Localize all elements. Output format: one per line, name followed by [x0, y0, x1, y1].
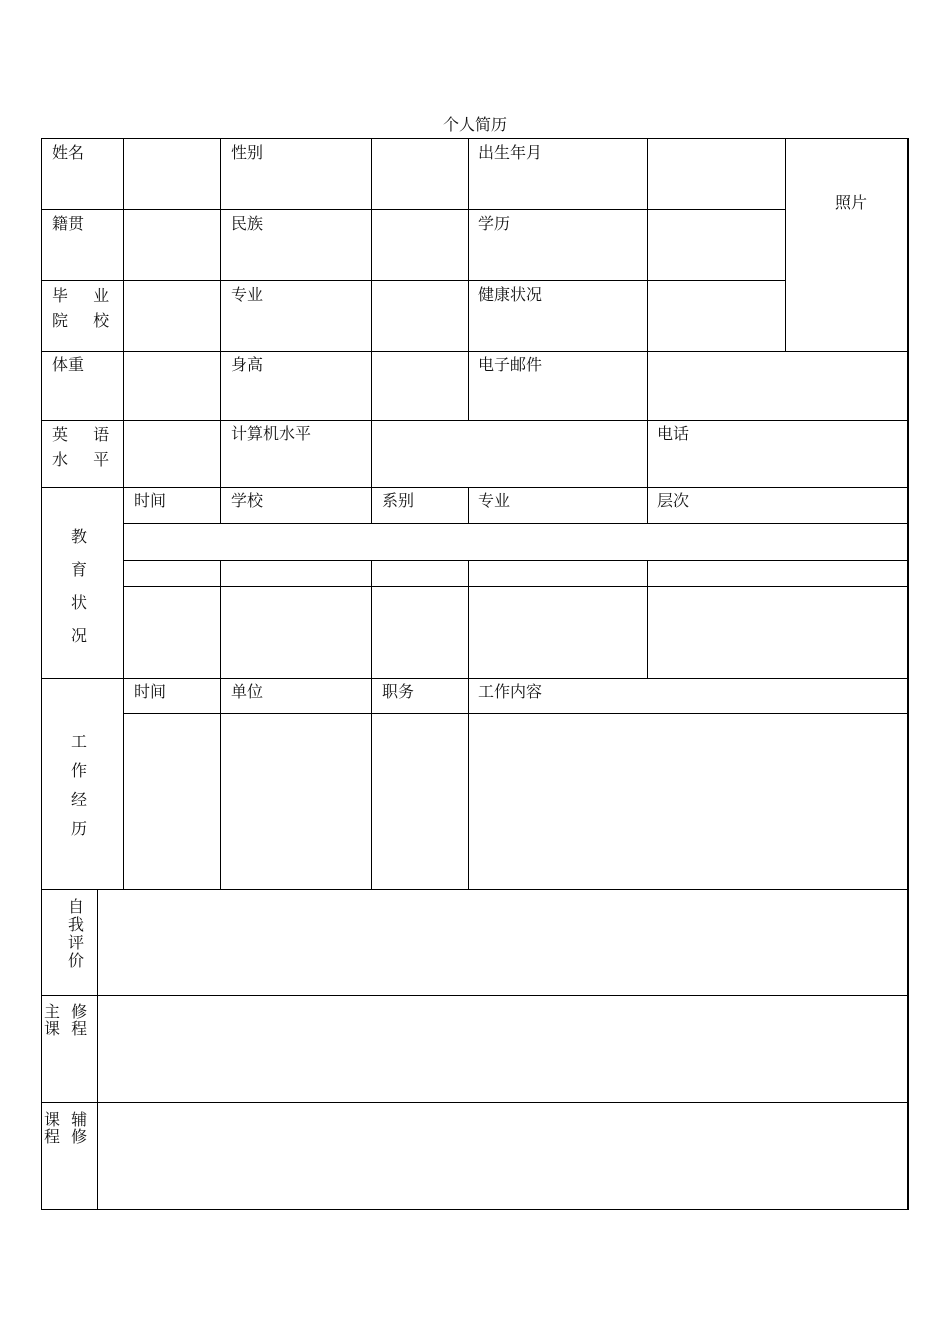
health-field[interactable]	[648, 281, 785, 351]
computer-level-label: 计算机水平	[231, 424, 312, 443]
english-level-label: 英 语 水 平	[52, 425, 120, 469]
table-left-border	[41, 138, 42, 1210]
school-field[interactable]	[124, 281, 220, 351]
edu-row-entry[interactable]	[124, 587, 907, 678]
name-field[interactable]	[124, 139, 220, 209]
col-divider	[220, 138, 221, 488]
edu-header-time: 时间	[134, 491, 167, 510]
table-right-border	[907, 138, 909, 1210]
school-label: 毕 业 院 校	[52, 286, 120, 330]
work-header-content: 工作内容	[478, 682, 543, 701]
native-place-field[interactable]	[124, 210, 220, 280]
english-level-field[interactable]	[124, 421, 220, 487]
gender-field[interactable]	[372, 139, 468, 209]
minor-courses-label-line2: 程 修	[44, 1127, 88, 1146]
edu-header-school: 学校	[231, 491, 264, 510]
weight-field[interactable]	[124, 352, 220, 420]
height-label: 身高	[231, 355, 264, 374]
minor-courses-field[interactable]	[98, 1103, 907, 1209]
phone-field[interactable]	[648, 446, 907, 487]
col-divider	[468, 138, 469, 421]
col-divider	[647, 487, 648, 524]
birth-label: 出生年月	[478, 143, 543, 162]
major-label: 专业	[231, 285, 264, 304]
birth-field[interactable]	[648, 139, 785, 209]
degree-label: 学历	[478, 214, 511, 233]
minor-courses-label-line1: 课 辅	[44, 1110, 88, 1129]
height-field[interactable]	[372, 352, 468, 420]
weight-label: 体重	[52, 355, 85, 374]
self-evaluation-label: 自 我 评 价	[67, 897, 84, 970]
email-label: 电子邮件	[478, 355, 543, 374]
row-divider	[41, 678, 909, 679]
main-courses-field[interactable]	[98, 996, 907, 1102]
name-label: 姓名	[52, 143, 85, 162]
page-title: 个人简历	[442, 115, 507, 134]
edu-header-department: 系别	[382, 491, 415, 510]
edu-row-blank[interactable]	[124, 524, 907, 560]
edu-header-level: 层次	[657, 491, 690, 510]
col-divider	[468, 487, 469, 524]
main-courses-label-line1: 主 修	[44, 1002, 88, 1021]
col-divider	[371, 487, 372, 524]
degree-field[interactable]	[648, 210, 785, 280]
major-field[interactable]	[372, 281, 468, 351]
edu-header-major: 专业	[478, 491, 511, 510]
self-evaluation-field[interactable]	[98, 890, 907, 995]
row-divider	[41, 487, 909, 488]
gender-label: 性别	[231, 143, 264, 162]
photo-label: 照片	[835, 193, 868, 212]
main-courses-label-line2: 课 程	[44, 1019, 88, 1038]
photo-field[interactable]	[786, 139, 907, 351]
work-header-position: 职务	[382, 682, 415, 701]
table-bottom-border	[41, 1209, 909, 1210]
health-label: 健康状况	[478, 285, 543, 304]
work-header-time: 时间	[134, 682, 167, 701]
col-divider	[220, 487, 221, 524]
row-divider	[123, 560, 909, 561]
phone-label: 电话	[657, 424, 690, 443]
education-section-label: 教 育 状 况	[70, 527, 87, 645]
ethnicity-label: 民族	[231, 214, 264, 233]
email-field[interactable]	[648, 352, 907, 420]
work-row-entry[interactable]	[124, 714, 907, 889]
work-header-employer: 单位	[231, 682, 264, 701]
computer-level-field[interactable]	[372, 421, 647, 487]
native-place-label: 籍贯	[52, 214, 85, 233]
work-section-label: 工 作 经 历	[70, 732, 87, 838]
ethnicity-field[interactable]	[372, 210, 468, 280]
